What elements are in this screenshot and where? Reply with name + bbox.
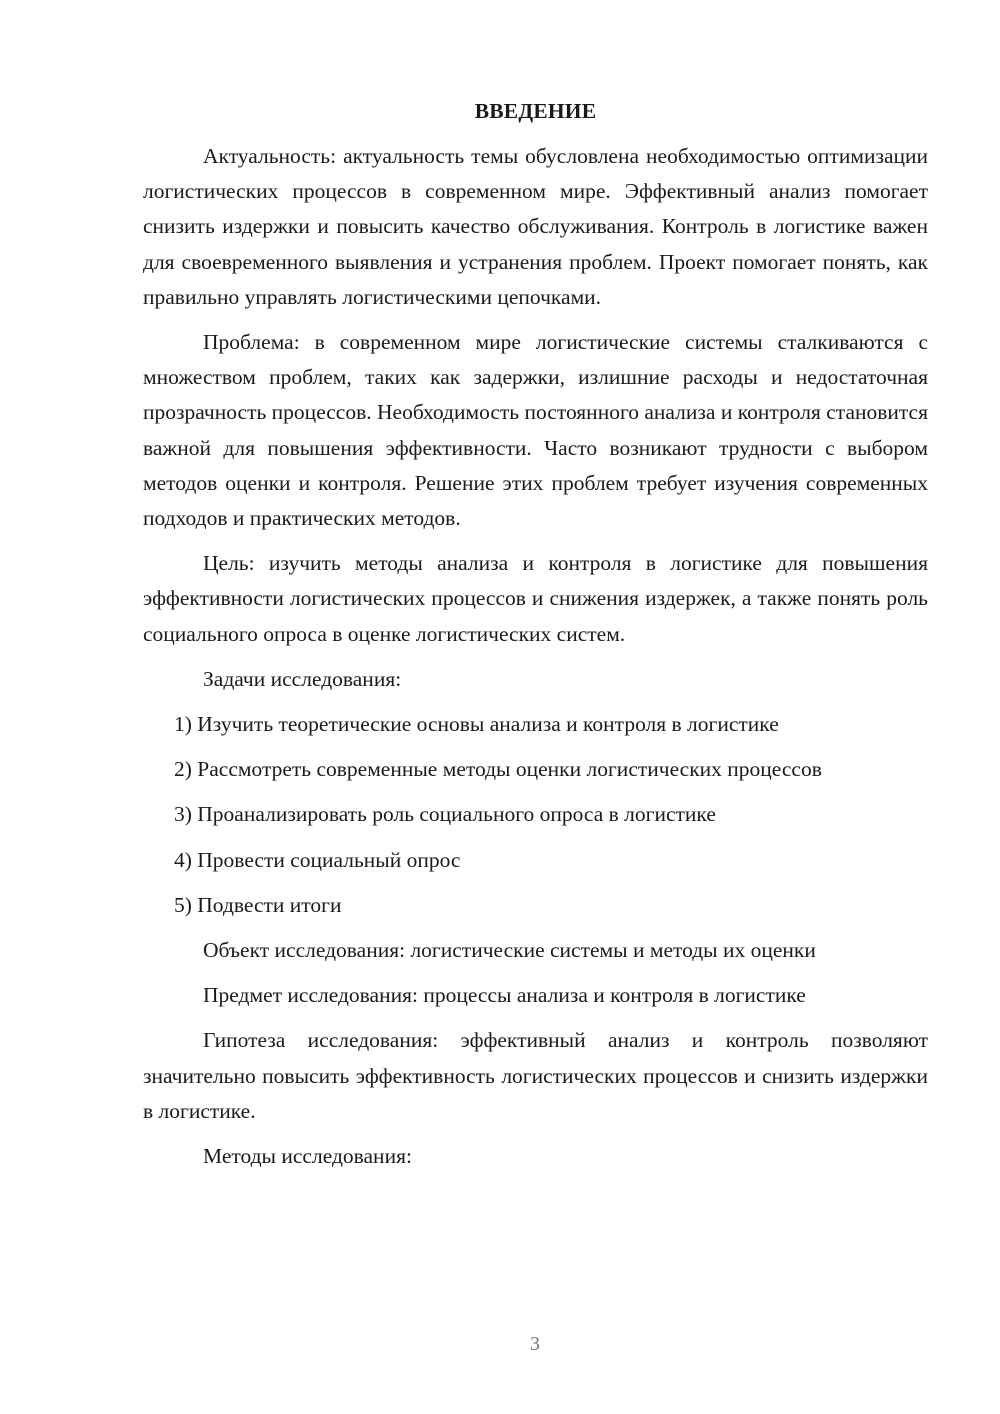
methods-heading: Методы исследования: [203, 1144, 412, 1169]
tasks-list [143, 707, 928, 923]
goal-paragraph: Цель: изучить методы анализа и контроля в логистике для повышения эффективности логистических процессов и снижения издержек, а также понять роль социального опроса в оценке логистических систем. [143, 551, 928, 646]
list-item: 3) Проанализировать роль социального опроса в логистике [174, 802, 716, 827]
list-item: 1) Изучить теоретические основы анализа и контроля в логистике [174, 712, 779, 737]
page-content [143, 94, 928, 1184]
object-paragraph: Объект исследования: логистические системы и методы их оценки [203, 938, 816, 963]
tasks-heading: Задачи исследования: [203, 666, 402, 691]
list-item: 2) Рассмотреть современные методы оценки логистических процессов [174, 757, 822, 782]
relevance-paragraph: Актуальность: актуальность темы обусловлена необходимостью оптимизации логистических процессов в современном мире. Эффективный анализ помогает снизить издержки и повысить качество обслуживания. Контроль в логистике важен для своевременного выявления и устранения проблем. Проект помогает понять, как правильно управлять логистическими цепочками. [143, 144, 928, 309]
hypothesis-paragraph: Гипотеза исследования: эффективный анализ и контроль позволяют значительно повысить эффективность логистических процессов и снизить издержки в логистике. [143, 1028, 928, 1123]
subject-paragraph: Предмет исследования: процессы анализа и контроля в логистике [203, 983, 806, 1008]
list-item: 5) Подвести итоги [174, 892, 342, 917]
list-item: 4) Провести социальный опрос [174, 847, 461, 872]
section-title: ВВЕДЕНИЕ [474, 99, 597, 123]
problem-paragraph: Проблема: в современном мире логистические системы сталкиваются с множеством проблем, таких как задержки, излишние расходы и недостаточная прозрачность процессов. Необходимость постоянного анализа и контроля становится важной для повышения эффективности. Часто возникают трудности с выбором методов оценки и контроля. Решение этих проблем требует изучения современных подходов и практических методов. [143, 330, 928, 531]
page-number: 3 [530, 1333, 540, 1355]
